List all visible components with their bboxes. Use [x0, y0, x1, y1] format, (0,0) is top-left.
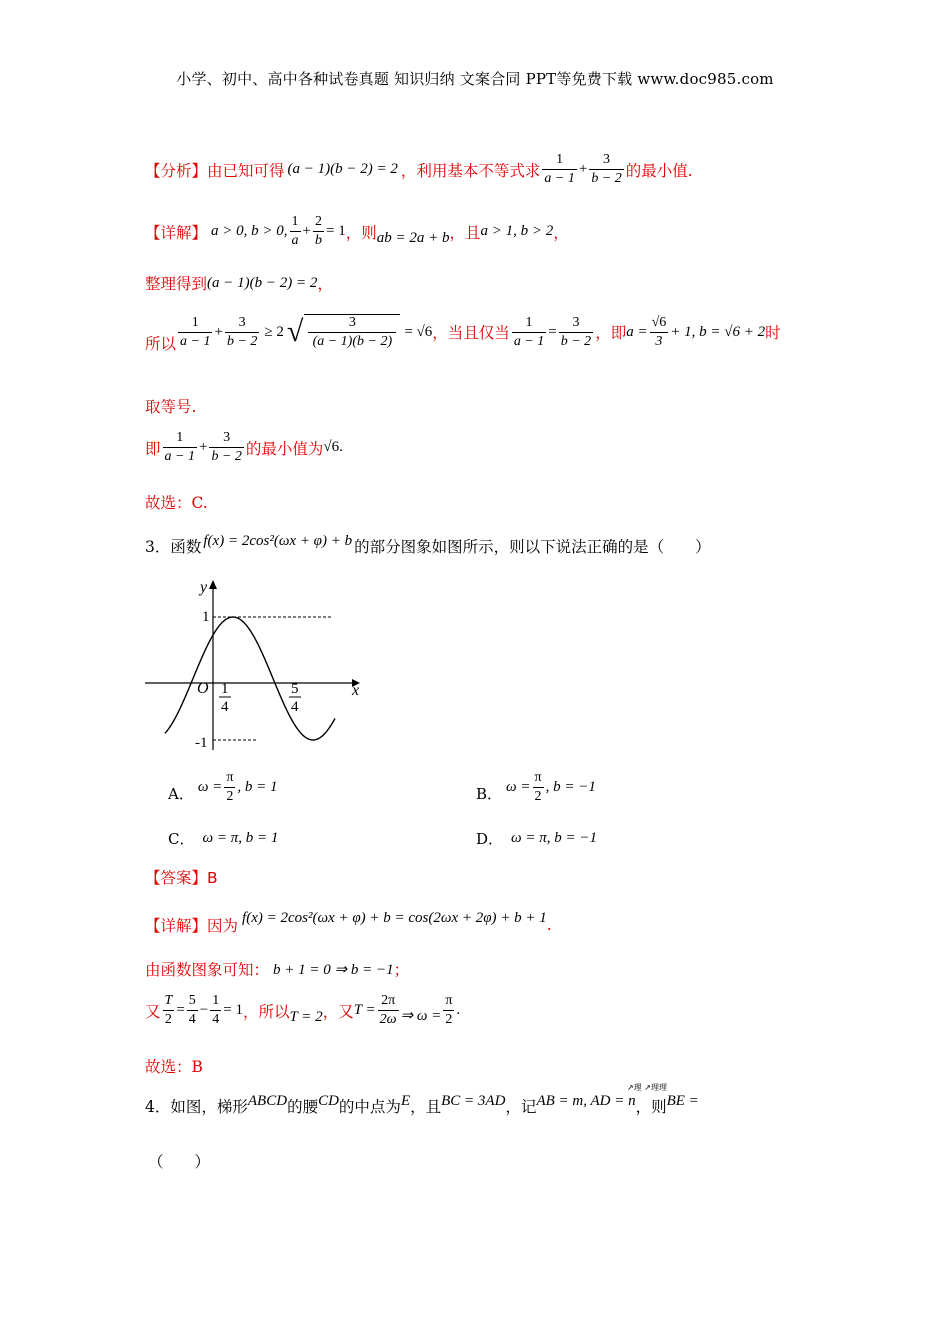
cosine-curve [165, 617, 335, 740]
detail1-and: ，且 [449, 223, 481, 242]
min-line: 即 $\frac{1}{a - 1}$ + $\frac{3}{b - 2}$ 的最小值为 √6 . [145, 430, 343, 464]
period-line: 又 $\frac{T}{2}$ = $\frac{5}{4}$ − $\frac{1}{4}$ = 1 ，所以 T = 2 ，又 T = $\frac{2\pi}{2\omega}$ ⇒ ω = $\frac{\pi}{2}$ . [145, 993, 461, 1027]
tick-quarter-num: 1 [221, 681, 229, 697]
analysis-text1: 由已知可得 [207, 161, 285, 180]
frac-1-over-a-1: $\frac{1}{a - 1}$ [544, 152, 575, 186]
arrange-line: 整理得到 (a − 1)(b − 2) = 2 ， [145, 274, 333, 293]
detail2-line: 【详解】 因为 f(x) = 2cos²(ωx + φ) + b = cos(2ωx + 2φ) + b + 1 . [145, 909, 552, 935]
vector-marks: ↗理 ↗理理 [627, 1083, 667, 1092]
q4-stem: 4． 如图，梯形 ABCD 的腰 CD 的中点为 E ，且 BC = 3AD ，记 AB = m, AD = n ，则 BE = [145, 1092, 699, 1116]
cosine-graph [140, 575, 365, 755]
equal-line: 取等号. [145, 398, 197, 416]
analysis-expr: (a − 1)(b − 2) = 2 [287, 161, 398, 177]
origin-label: O [197, 680, 209, 697]
tick-minus-1: -1 [195, 735, 208, 751]
tick-1: 1 [202, 609, 210, 625]
option-B: B． ω = $\frac{\pi}{2}$ , b = −1 [476, 770, 596, 804]
tick-quarter-den: 4 [221, 699, 229, 715]
option-D: D． ω = π, b = −1 [476, 830, 598, 848]
analysis-tag: 【分析】 [145, 161, 208, 180]
detail1-then: ，则 [345, 223, 377, 242]
x-label: x [352, 682, 360, 699]
analysis-text2: ，利用基本不等式求 [400, 161, 541, 180]
q4-paren: （ ） [148, 1153, 211, 1171]
graph-known-line: 由函数图象可知： b + 1 = 0 ⇒ b = −1 ； [145, 961, 410, 979]
analysis-line: 【分析】 由已知可得 (a − 1)(b − 2) = 2 ，利用基本不等式求 $\frac{1}{a - 1}$ + $\frac{3}{b - 2}$ 的最小值. [145, 152, 693, 186]
detail1-eq3: a > 1, b > 2 [480, 223, 554, 239]
answer-line: 【答案】B [145, 869, 218, 887]
detail1-tag: 【详解】 [145, 223, 208, 242]
detail1-cond: a > 0, b > 0, [211, 223, 288, 239]
option-C: C． ω = π, b = 1 [168, 830, 279, 848]
detail1-line: 【详解】 a > 0, b > 0, $\frac{1}{a}$ + $\frac{2}{b}$ = 1 ，则 ab = 2a + b ，且 a > 1, b > 2 ， [145, 214, 569, 248]
frac-3-over-b-2: $\frac{3}{b - 2}$ [591, 152, 622, 186]
q3-stem: 3． 函数 f(x) = 2cos²(ωx + φ) + b 的部分图象如图所示，则以下说法正确的是（ ） [145, 532, 711, 556]
page-header: 小学、初中、高中各种试卷真题 知识归纳 文案合同 PPT等免费下载 www.doc985.com [176, 70, 774, 88]
so-line: 所以 $\frac{1}{a - 1}$ + $\frac{3}{b - 2}$ ≥ 2 √ $\frac{3}{(a - 1)(b - 2)}$ = √6 ，当且仅当 $\frac{1}{a - 1}$ = $\frac{3}{b - 2}$ ，即 a = $\frac{√6}{3}$ + 1, b = √6 + 2 时 [145, 314, 781, 353]
y-axis-arrow [209, 580, 217, 589]
analysis-text3: 的最小值. [625, 161, 693, 180]
detail1-eq1: = 1 [325, 223, 346, 239]
detail1-eq2: ab = 2a + b [376, 230, 450, 246]
y-label: y [200, 579, 208, 596]
choose1: 故选：C. [145, 494, 208, 512]
tick-fivequarter-num: 5 [291, 681, 299, 697]
choose2: 故选：B [145, 1058, 203, 1076]
tick-fivequarter-den: 4 [291, 699, 299, 715]
option-A: A． ω = $\frac{\pi}{2}$ , b = 1 [168, 770, 278, 804]
